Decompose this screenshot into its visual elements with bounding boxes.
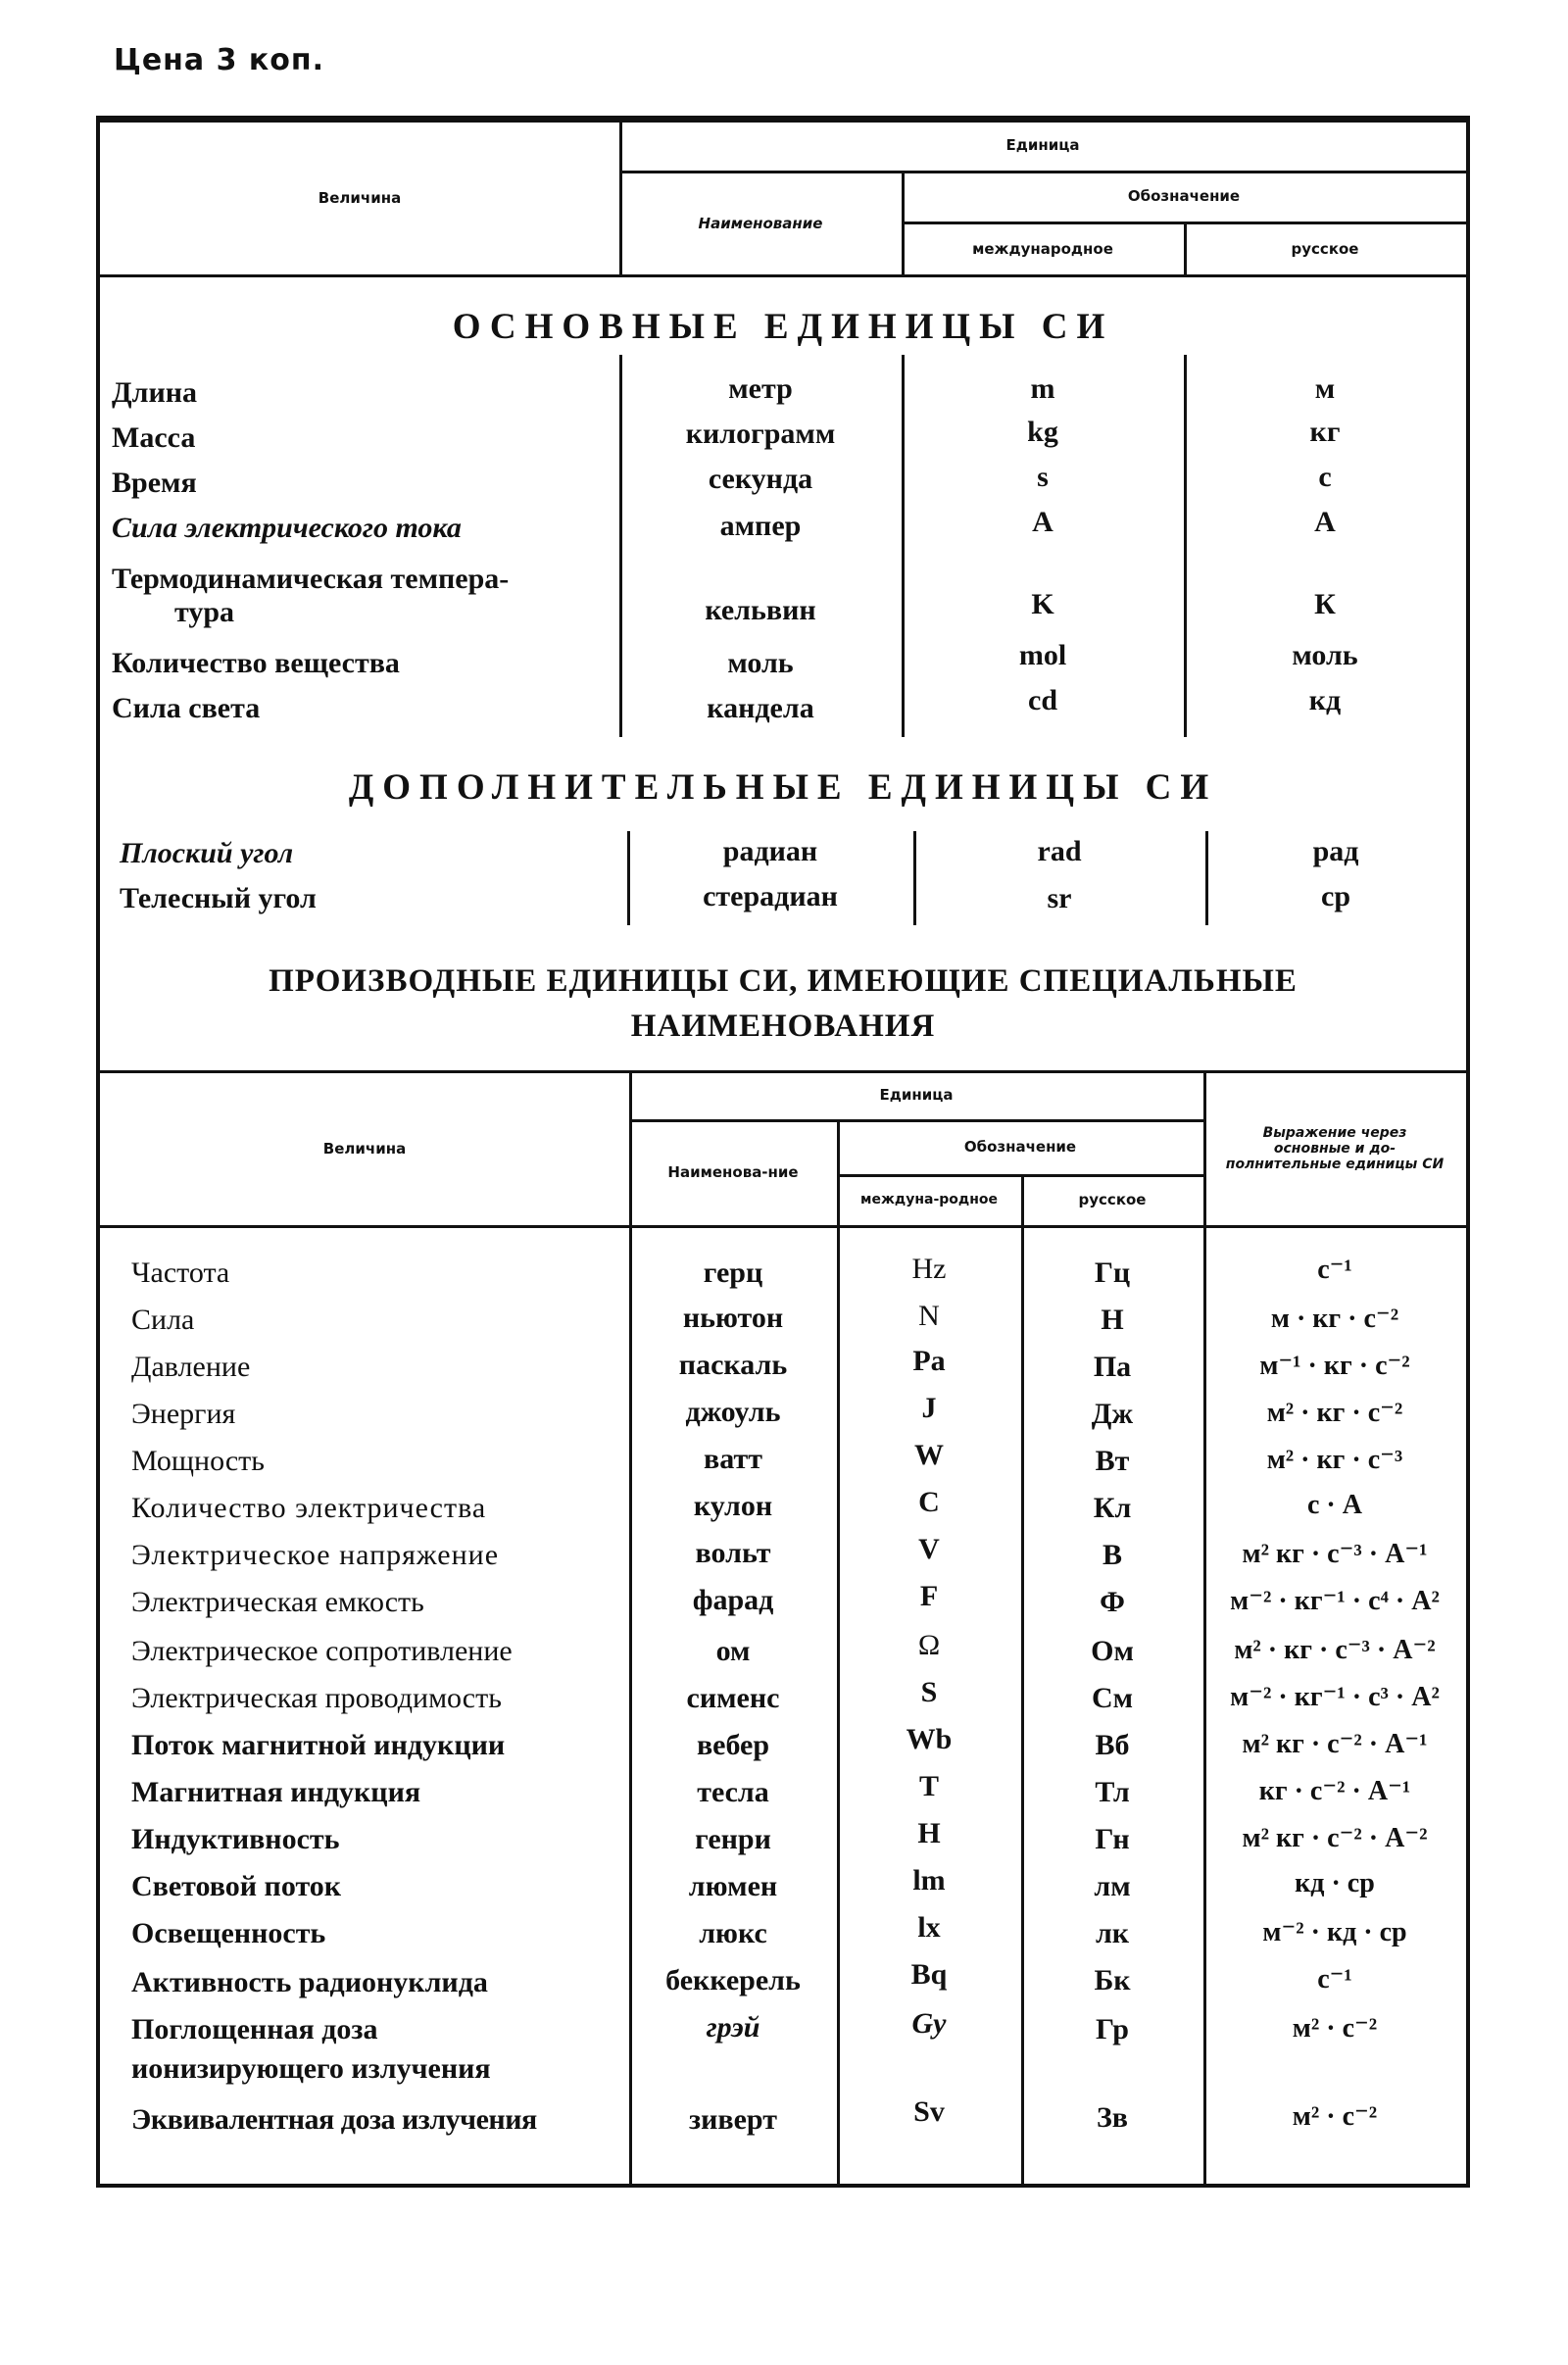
base-intl-symbol: kg <box>1027 416 1058 448</box>
derived-unit-name: сименс <box>686 1682 780 1714</box>
derived-unit-name: вебер <box>696 1729 770 1761</box>
derived-quantity: Электрическое сопротивление <box>131 1635 513 1667</box>
derived-rus-symbol: В <box>1102 1539 1122 1571</box>
derived-quantity: Поглощенная доза <box>131 2013 378 2045</box>
header1-designation: Обозначение <box>1127 187 1241 205</box>
derived-expression: м⁻² · кд · ср <box>1262 1917 1407 1947</box>
header1-quantity: Величина <box>318 189 402 207</box>
derived-expression: с⁻¹ <box>1317 1255 1352 1285</box>
price-label: Цена 3 коп. <box>114 43 325 77</box>
base-rus-symbol: К <box>1314 588 1336 620</box>
base-unit-name: секунда <box>708 463 813 495</box>
derived-intl-symbol: W <box>914 1439 944 1471</box>
header2-expr: Выражение через основные и до-полнительные единицы СИ <box>1225 1125 1445 1172</box>
base-intl-symbol: s <box>1037 461 1049 493</box>
derived-unit-name: тесла <box>697 1776 769 1808</box>
derived-intl-symbol: Bq <box>910 1958 948 1991</box>
derived-rus-symbol: См <box>1091 1682 1134 1714</box>
derived-rus-symbol: Гц <box>1094 1256 1131 1289</box>
base-intl-symbol: A <box>1032 506 1054 538</box>
derived-expression: м² · кг · с⁻² <box>1266 1398 1403 1428</box>
derived-unit-name: вольт <box>695 1537 771 1569</box>
derived-rus-symbol: Тл <box>1095 1776 1130 1808</box>
derived-rus-symbol: лк <box>1095 1917 1130 1949</box>
derived-intl-symbol: S <box>920 1676 938 1708</box>
derived-quantity: Энергия <box>131 1398 236 1430</box>
derived-intl-symbol: lx <box>917 1911 941 1944</box>
derived-expression: м⁻¹ · кг · с⁻² <box>1259 1351 1410 1381</box>
derived-intl-symbol: C <box>918 1486 940 1518</box>
derived-unit-name: люмен <box>688 1870 778 1902</box>
header1-rus: русское <box>1291 240 1359 258</box>
base-vrule-2 <box>902 355 905 737</box>
header2-name: Наименова-ние <box>667 1163 799 1181</box>
base-unit-name: кельвин <box>705 594 816 626</box>
derived-rus-symbol: Гн <box>1095 1823 1130 1855</box>
base-rus-symbol: А <box>1314 506 1336 538</box>
supp-rus-symbol: рад <box>1312 835 1359 867</box>
derived-expression: с⁻¹ <box>1317 1964 1352 1995</box>
derived-rus-symbol: Зв <box>1096 2101 1129 2134</box>
base-rus-symbol: моль <box>1292 639 1358 671</box>
derived-quantity: Электрическое напряжение <box>131 1539 500 1571</box>
base-unit-name: кандела <box>707 692 814 724</box>
supp-rus-symbol: ср <box>1321 880 1350 912</box>
derived-intl-symbol: lm <box>912 1864 946 1897</box>
derived-rus-symbol: Гр <box>1096 2013 1129 2045</box>
base-unit-name: моль <box>727 647 794 679</box>
derived-quantity: Количество электричества <box>131 1492 487 1524</box>
header2-designation: Обозначение <box>963 1138 1077 1156</box>
base-rus-symbol: кд <box>1308 684 1342 716</box>
derived-intl-symbol: Wb <box>906 1723 953 1755</box>
derived-unit-name: ом <box>715 1635 751 1667</box>
derived-unit-name: паскаль <box>678 1349 788 1381</box>
derived-quantity: Электрическая емкость <box>131 1586 424 1618</box>
derived-expression: м² кг · с⁻³ · А⁻¹ <box>1242 1539 1428 1569</box>
base-quantity: Сила света <box>112 692 261 724</box>
base-intl-symbol: m <box>1030 372 1055 405</box>
derived-intl-symbol: J <box>921 1392 937 1424</box>
supp-quantity: Плоский угол <box>120 837 294 869</box>
derived-intl-symbol: F <box>919 1580 939 1612</box>
derived-expression: м² · кг · с⁻³ · А⁻² <box>1234 1635 1436 1665</box>
derived-expression: м² · с⁻² <box>1292 2101 1378 2132</box>
header2-quantity: Величина <box>322 1140 407 1158</box>
header1-name: Наименование <box>698 215 823 232</box>
base-vrule-3 <box>1184 355 1187 737</box>
derived-quantity: Индуктивность <box>131 1823 340 1855</box>
derived-quantity: Световой поток <box>131 1870 342 1902</box>
derived-rus-symbol: Кл <box>1093 1492 1132 1524</box>
derived-unit-name: фарад <box>692 1584 774 1616</box>
header2-rus: русское <box>1078 1191 1147 1208</box>
derived-rus-symbol: Ф <box>1100 1586 1125 1618</box>
derived-unit-name: беккерель <box>665 1964 801 1996</box>
derived-rus-symbol: Вб <box>1095 1729 1130 1761</box>
derived-unit-name: ньютон <box>682 1302 784 1334</box>
supp-quantity: Телесный угол <box>120 882 317 914</box>
supp-unit-name: стерадиан <box>703 880 838 912</box>
derived-unit-name: кулон <box>693 1490 773 1522</box>
derived-rus-symbol: Бк <box>1094 1964 1131 1996</box>
base-unit-name: килограмм <box>685 418 836 450</box>
derived-quantity: Электрическая проводимость <box>131 1682 502 1714</box>
derived-quantity: Мощность <box>131 1445 265 1477</box>
derived-unit-name: генри <box>695 1823 771 1855</box>
derived-rus-symbol: Ом <box>1091 1635 1134 1667</box>
base-quantity: Масса <box>112 421 196 454</box>
derived-rus-symbol: лм <box>1094 1870 1131 1902</box>
derived-intl-symbol: Sv <box>913 2095 945 2128</box>
derived-expression: м² · кг · с⁻³ <box>1266 1445 1403 1475</box>
base-unit-name: ампер <box>719 510 802 542</box>
derived-expression: м · кг · с⁻² <box>1270 1304 1399 1334</box>
derived-intl-symbol: Hz <box>911 1253 947 1285</box>
derived-rus-symbol: Па <box>1093 1351 1132 1383</box>
supp-unit-name: радиан <box>722 835 818 867</box>
derived-quantity: Частота <box>131 1256 230 1289</box>
derived-intl-symbol: Pa <box>912 1345 946 1377</box>
header1-intl: международное <box>972 240 1113 258</box>
header2-intl: междуна-родное <box>860 1192 998 1207</box>
base-quantity: Термодинамическая темпера- <box>112 563 510 595</box>
header2-unit: Единица <box>879 1086 954 1104</box>
derived-title-line1: ПРОИЗВОДНЫЕ ЕДИНИЦЫ СИ, ИМЕЮЩИЕ СПЕЦИАЛЬНЫЕ <box>269 963 1298 999</box>
base-intl-symbol: K <box>1031 588 1054 620</box>
derived-intl-symbol: T <box>918 1770 939 1802</box>
si-units-table <box>96 116 1470 2188</box>
derived-expression: кг · с⁻² · А⁻¹ <box>1258 1776 1411 1806</box>
base-rus-symbol: м <box>1314 372 1336 405</box>
derived-quantity: Эквивалентная доза излучения <box>131 2103 537 2136</box>
derived-expression: м² кг · с⁻² · А⁻² <box>1242 1823 1428 1853</box>
base-quantity: Сила электрического тока <box>112 512 462 544</box>
supp-intl-symbol: sr <box>1047 882 1072 914</box>
derived-expression: м⁻² · кг⁻¹ · с⁴ · А² <box>1230 1586 1440 1616</box>
base-units-title: ОСНОВНЫЕ ЕДИНИЦЫ СИ <box>452 307 1114 347</box>
derived-rus-symbol: Н <box>1101 1304 1124 1336</box>
base-quantity: Количество вещества <box>112 647 400 679</box>
base-intl-symbol: cd <box>1028 684 1057 716</box>
derived-quantity: Поток магнитной индукции <box>131 1729 506 1761</box>
derived-quantity: Сила <box>131 1304 195 1336</box>
base-quantity: Длина <box>112 376 198 409</box>
base-rus-symbol: кг <box>1309 416 1341 448</box>
derived-expression: кд · ср <box>1295 1868 1375 1898</box>
supp-intl-symbol: rad <box>1037 835 1082 867</box>
derived-quantity: Магнитная индукция <box>131 1776 421 1808</box>
supp-units-title: ДОПОЛНИТЕЛЬНЫЕ ЕДИНИЦЫ СИ <box>348 767 1218 808</box>
derived-quantity: Активность радионуклида <box>131 1966 488 1998</box>
derived-intl-symbol: Gy <box>911 2007 947 2040</box>
derived-intl-symbol: H <box>917 1817 941 1849</box>
header1-unit: Единица <box>1005 136 1080 154</box>
derived-rus-symbol: Дж <box>1091 1398 1134 1430</box>
derived-quantity-cont: ионизирующего излучения <box>131 2052 491 2085</box>
base-rus-symbol: с <box>1318 461 1332 493</box>
derived-unit-name: люкс <box>699 1917 767 1949</box>
derived-unit-name: джоуль <box>685 1396 781 1428</box>
derived-intl-symbol: Ω <box>917 1629 941 1661</box>
derived-expression: м² кг · с⁻² · А⁻¹ <box>1242 1729 1428 1759</box>
derived-quantity: Давление <box>131 1351 251 1383</box>
derived-units-title <box>100 959 1466 1049</box>
derived-rus-symbol: Вт <box>1095 1445 1130 1477</box>
derived-title-line2: НАИМЕНОВАНИЯ <box>630 1009 936 1044</box>
derived-unit-name: грэй <box>706 2011 760 2044</box>
base-unit-name: метр <box>728 372 793 405</box>
derived-unit-name: зиверт <box>689 2103 777 2136</box>
derived-expression: м² · с⁻² <box>1292 2013 1378 2044</box>
base-quantity: Время <box>112 467 197 499</box>
derived-unit-name: герц <box>703 1256 763 1289</box>
derived-unit-name: ватт <box>704 1443 762 1475</box>
derived-expression: м⁻² · кг⁻¹ · с³ · А² <box>1230 1682 1440 1712</box>
derived-intl-symbol: N <box>918 1300 940 1332</box>
derived-quantity: Освещенность <box>131 1917 326 1949</box>
base-intl-symbol: mol <box>1018 639 1067 671</box>
base-quantity-cont: тура <box>174 596 235 628</box>
derived-expression: с · А <box>1307 1490 1362 1520</box>
derived-intl-symbol: V <box>918 1533 940 1565</box>
